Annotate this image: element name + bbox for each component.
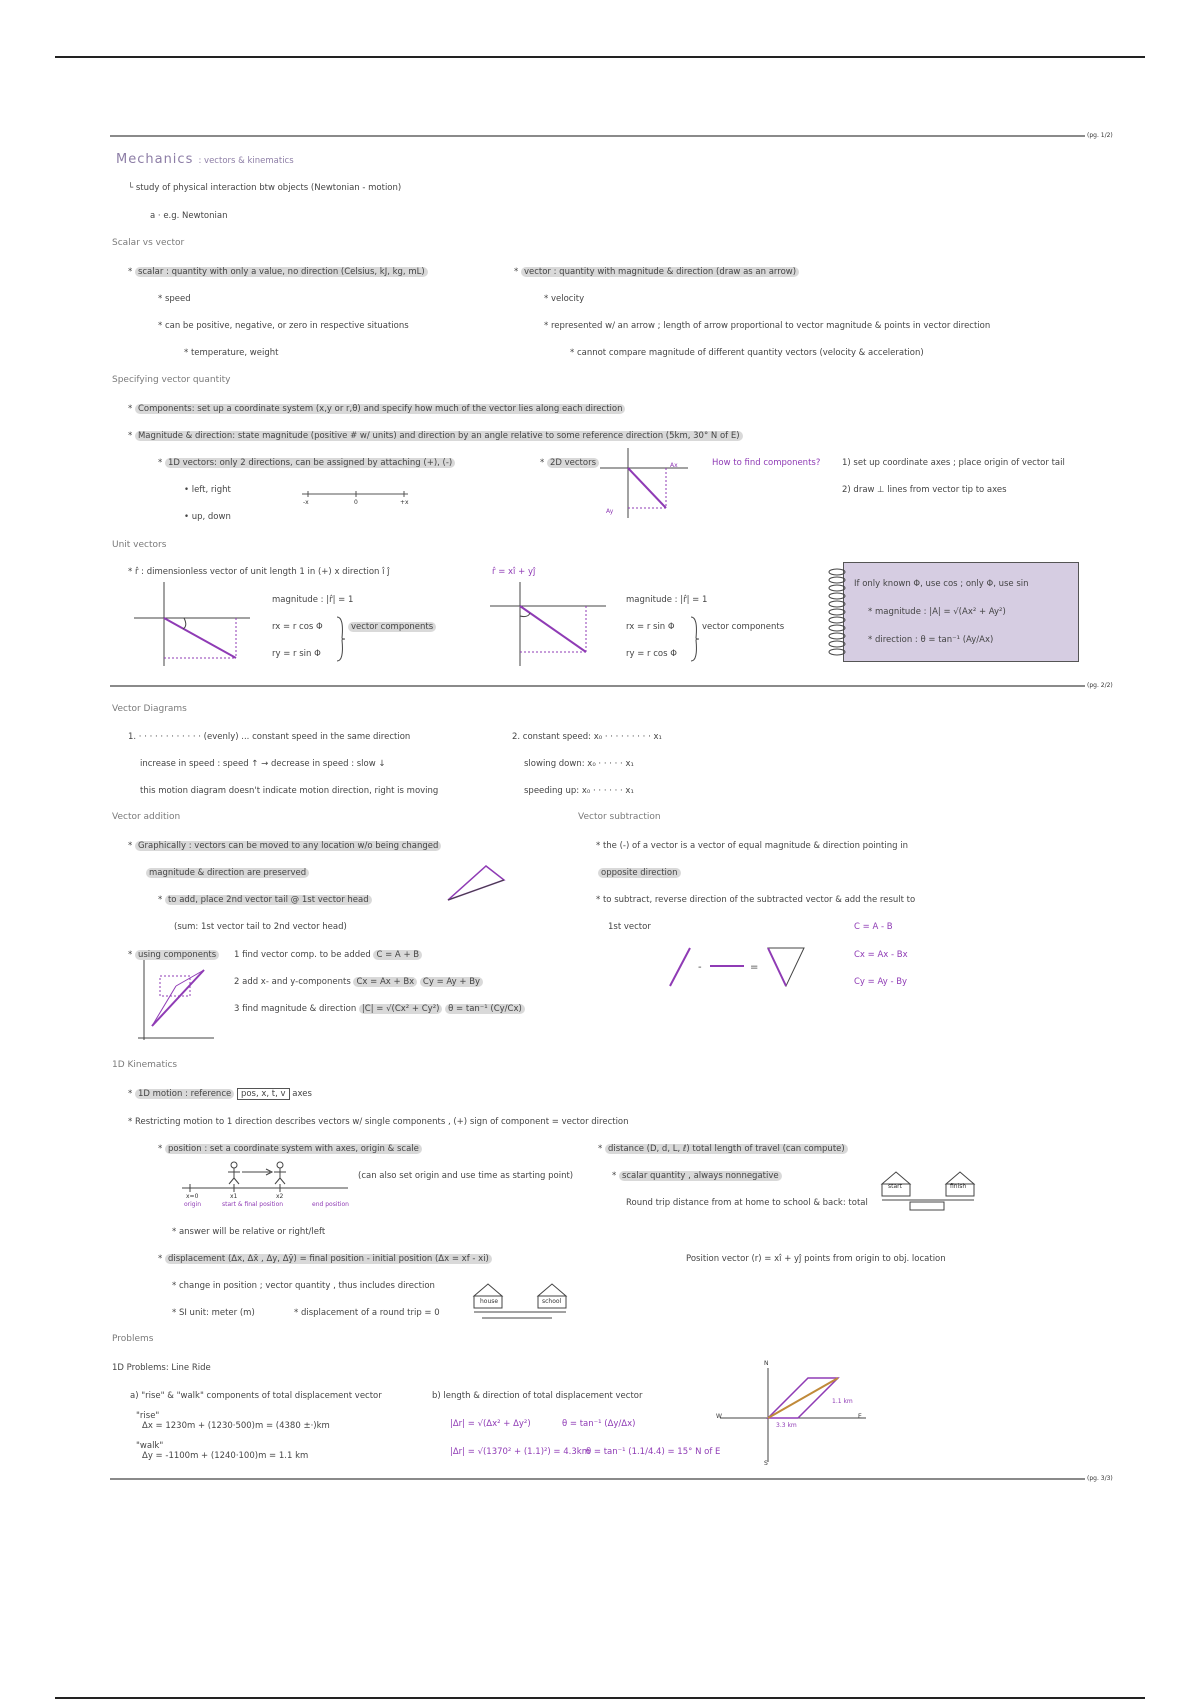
compass-n: N [764, 1360, 769, 1367]
card-title: If only known Φ, use cos ; only Φ, use sin [854, 579, 1029, 589]
add-usingcomp: * using components [128, 949, 219, 961]
sub-eq3: Cy = Ay - By [854, 977, 908, 987]
disp-c: * displacement of a round trip = 0 [294, 1308, 440, 1318]
scalar-vector-heading: Scalar vs vector [112, 238, 185, 248]
prob-a1v: Δx = 1230m + (1230·500)m = (4380 ±·)km [142, 1421, 330, 1431]
subtraction-diagram [668, 940, 818, 990]
brace-label-2: vector components [702, 622, 785, 632]
page-label-3: (pg. 3/3) [1087, 1475, 1113, 1482]
kin-position: * position : set a coordinate system with axes, origin & scale [158, 1143, 422, 1155]
one-d-a: • left, right [184, 485, 231, 495]
house-label-a: house [480, 1298, 499, 1305]
scalar-a: * speed [158, 294, 191, 304]
add-preserved: magnitude & direction are preserved [146, 867, 309, 879]
compass-e: E [858, 1413, 862, 1420]
axis-x0: x=0 [186, 1193, 199, 1200]
vector-b: * represented w/ an arrow ; length of arrow proportional to vector magnitude & points in vector direction [544, 321, 991, 331]
comp-step-2: 2 add x- and y-components Cx = Ax + Bx Cy = Ay + By [234, 976, 483, 988]
page-title [116, 152, 294, 167]
distance-diagram [880, 1170, 980, 1212]
specifying-heading: Specifying vector quantity [112, 375, 231, 385]
addition-triangle [446, 862, 508, 904]
vector-def: * vector : quantity with magnitude & direction (draw as an arrow) [514, 266, 799, 278]
add-sum: (sum: 1st vector tail to 2nd vector head) [174, 922, 347, 932]
add-toadd: * to add, place 2nd vector tail @ 1st vector head [158, 894, 372, 906]
compass-w: W [716, 1413, 722, 1420]
kin-displacement: * displacement (Δx, Δx̄ , Δy, Δȳ) = final position - initial position (Δx = xf - xi) [158, 1253, 492, 1265]
axis-x1: x1 [230, 1193, 238, 1200]
dist-b: Round trip distance from at home to school & back: total [626, 1198, 868, 1208]
kinematics-heading: 1D Kinematics [112, 1060, 178, 1070]
tick-end: end position [312, 1201, 349, 1208]
kin-l1: * 1D motion : reference pos, x, t, v axes [128, 1089, 312, 1099]
comp-step-1: 1 find vector comp. to be added C = A + B [234, 949, 422, 961]
comp-step-3: 3 find magnitude & direction |C| = √(Cx² + Cy²) θ = tan⁻¹ (Cy/Cx) [234, 1003, 525, 1015]
compass-s: S [764, 1460, 768, 1467]
axis-x2: x2 [276, 1193, 284, 1200]
prob-b1: |Δr| = √(Δx² + Δy²) [450, 1419, 531, 1429]
prob-b2r: θ = tan⁻¹ (1.1/4.4) = 15° N of E [586, 1447, 721, 1457]
sub-l2: * to subtract, reverse direction of the subtracted vector & add the result to [596, 895, 916, 905]
sub-eq1: C = A - B [854, 922, 893, 932]
house-label-b: school [542, 1298, 562, 1305]
tick-origin: origin [184, 1201, 202, 1208]
diag-l1: 1. · · · · · · · · · · · · (evenly) ... constant speed in the same direction [128, 732, 411, 742]
section-rule-2 [110, 685, 1085, 687]
step-1: 1) set up coordinate axes ; place origin of vector tail [842, 458, 1065, 468]
unit-eq: r̂ = xî + yĵ [492, 567, 536, 577]
distance-label-a: start [888, 1183, 902, 1190]
route-label-1: 3.3 km [776, 1422, 797, 1429]
position-number-line [180, 1160, 350, 1202]
magnitude-def: * Magnitude & direction: state magnitude (positive # w/ units) and direction by an angle relative to some reference direction (5km, 30° N of E) [128, 430, 743, 442]
tick-pos: +x [400, 499, 409, 506]
components-def: * Components: set up a coordinate system (x,y or r,θ) and specify how much of the vector lies along each direction [128, 403, 625, 415]
one-d-vectors: * 1D vectors: only 2 directions, can be assigned by attaching (+), (-) [158, 457, 455, 469]
vector-c: * cannot compare magnitude of different quantity vectors (velocity & acceleration) [570, 348, 924, 358]
components-diagram [136, 958, 216, 1044]
disp-a: * change in position ; vector quantity , thus includes direction [172, 1281, 435, 1291]
scalar-c: * temperature, weight [184, 348, 279, 358]
vector-addition-heading: Vector addition [112, 812, 181, 822]
scalar-b: * can be positive, negative, or zero in respective situations [158, 321, 409, 331]
disp-b: * SI unit: meter (m) [172, 1308, 255, 1318]
unit-ry-1: ry = r sin Φ [272, 649, 321, 659]
kin-either: * answer will be relative or right/left [172, 1227, 326, 1237]
add-graph: * Graphically : vectors can be moved to any location w/o being changed [128, 840, 441, 852]
unit-intro: * r̂ : dimensionless vector of unit length 1 in (+) x direction î ĵ [128, 567, 390, 577]
prob-a: a) "rise" & "walk" components of total displacement vector [130, 1391, 382, 1401]
prob-a2: "walk" [136, 1441, 164, 1451]
label-ax: Ax [670, 462, 678, 469]
unit-diagram-1 [132, 580, 252, 668]
vector-subtraction-heading: Vector subtraction [578, 812, 661, 822]
step-2: 2) draw ⊥ lines from vector tip to axes [842, 485, 1007, 495]
title-subtitle: : vectors & kinematics [198, 156, 294, 166]
position-note: (can also set origin and use time as starting point) [358, 1171, 574, 1181]
sub-eq2: Cx = Ax - Bx [854, 950, 908, 960]
scalar-def: * scalar : quantity with only a value, no direction (Celsius, kJ, kg, mL) [128, 266, 428, 278]
svg-text:-: - [698, 962, 702, 973]
brace-2 [690, 616, 700, 662]
sub-opp: opposite direction [598, 867, 681, 879]
prob-b2: |Δr| = √(1370² + (1.1)²) = 4.3km [450, 1447, 590, 1457]
label-ay: Ay [606, 508, 614, 515]
kin-l2: * Restricting motion to 1 direction describes vectors w/ single components , (+) sign of component = vector direction [128, 1117, 629, 1127]
unit-mag-1: magnitude : |r̂| = 1 [272, 595, 354, 605]
unit-vectors-heading: Unit vectors [112, 540, 167, 550]
two-d-vectors: * 2D vectors [540, 457, 599, 469]
notebook-spiral-icon [826, 566, 848, 658]
card-direction: * direction : θ = tan⁻¹ (Ay/Ax) [868, 635, 994, 645]
section-rule-3 [110, 1478, 1085, 1480]
title-main: Mechanics [116, 152, 194, 167]
tick-start: start & final position [222, 1201, 284, 1208]
brace-1 [336, 616, 346, 662]
vector-a: * velocity [544, 294, 585, 304]
brace-label-1: vector components [348, 621, 436, 633]
page-top-rule [55, 56, 1145, 58]
diag-l2: increase in speed : speed ↑ → decrease in speed : slow ↓ [140, 759, 386, 769]
unit-diagram-2 [488, 580, 608, 668]
diag-l3: this motion diagram doesn't indicate motion direction, right is moving [140, 786, 439, 796]
kin-distance: * distance (D, d, L, ℓ) total length of travel (can compute) [598, 1143, 848, 1155]
problems-heading: Problems [112, 1334, 154, 1344]
unit-rx-1: rx = r cos Φ [272, 622, 323, 632]
one-d-b: • up, down [184, 512, 231, 522]
problem-diagram [718, 1366, 868, 1466]
route-label-2: 1.1 km [832, 1398, 853, 1405]
vector-diagrams-heading: Vector Diagrams [112, 704, 187, 714]
unit-rx-2: rx = r sin Φ [626, 622, 675, 632]
problems-sub: 1D Problems: Line Ride [112, 1363, 211, 1373]
distance-label-b: finish [950, 1183, 967, 1190]
position-vector: Position vector (r) = xî + yĵ points from origin to obj. location [686, 1254, 946, 1264]
tick-neg: -x [303, 499, 309, 506]
sub-l1: * the (-) of a vector is a vector of equal magnitude & direction pointing in [596, 841, 908, 851]
diag-r1: 2. constant speed: x₀ · · · · · · · · · x₁ [512, 732, 662, 742]
sub-l3: 1st vector [608, 922, 651, 932]
card-magnitude: * magnitude : |A| = √(Ax² + Ay²) [868, 607, 1006, 617]
diag-r2: slowing down: x₀ · · · · · x₁ [524, 759, 634, 769]
unit-ry-2: ry = r cos Φ [626, 649, 677, 659]
find-components: How to find components? [712, 458, 821, 468]
dist-a: * scalar quantity , always nonnegative [612, 1170, 782, 1182]
prob-b: b) length & direction of total displacement vector [432, 1391, 643, 1401]
diag-r3: speeding up: x₀ · · · · · · x₁ [524, 786, 634, 796]
tick-zero: 0 [354, 499, 358, 506]
prob-b1r: θ = tan⁻¹ (Δy/Δx) [562, 1419, 636, 1429]
page-label-1: (pg. 1/2) [1087, 132, 1113, 139]
prob-a1: "rise" [136, 1411, 160, 1421]
svg-text:=: = [750, 962, 759, 973]
definition-example: a · e.g. Newtonian [150, 211, 228, 221]
unit-mag-2: magnitude : |r̂| = 1 [626, 595, 708, 605]
page-bottom-rule [55, 1697, 1145, 1699]
page-label-2: (pg. 2/2) [1087, 682, 1113, 689]
definition: └ study of physical interaction btw objects (Newtonian - motion) [128, 183, 402, 193]
prob-a2v: Δy = -1100m + (1240·100)m = 1.1 km [142, 1451, 309, 1461]
section-rule-1 [110, 135, 1085, 137]
